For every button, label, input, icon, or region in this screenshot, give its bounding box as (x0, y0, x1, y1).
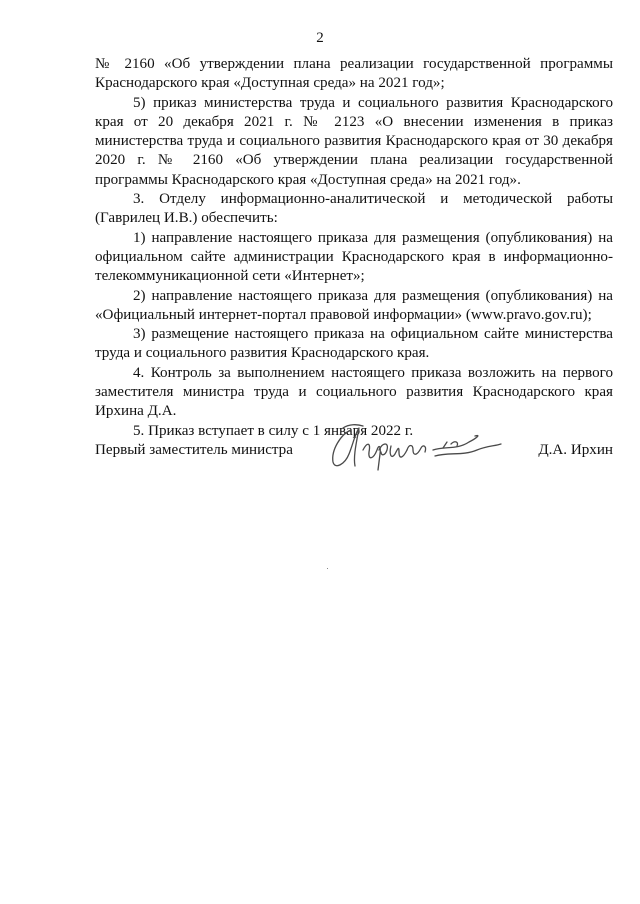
paragraph-subitem-3: 3) размещение настоящего приказа на официальном сайте министерства труда и социального развития Краснодарского края. (95, 326, 613, 362)
signature-block (95, 420, 613, 480)
paragraph-continuation: № 2160 «Об утверждении плана реализации государственной программы Краснодарского края «Доступная среда» на 2021 год»; (95, 56, 613, 92)
paragraph-clause-4: 4. Контроль за выполнением настоящего приказа возложить на первого заместителя министра труда и социального развития Краснодарского края Ирхина Д.А. (95, 364, 613, 420)
paragraph-clause-3: 3. Отделу информационно-аналитической и методической работы (Гаврилец И.В.) обеспечить: (95, 191, 613, 227)
document-body (95, 55, 613, 441)
paragraph-clause-5: 5. Приказ вступает в силу с 1 января 2022 г. (133, 422, 414, 439)
paragraph-subitem-1: 1) направление настоящего приказа для размещения (опубликования) на официальном сайте администрации Краснодарского края в информационно-телекоммуникационной сети «Интернет»; (95, 229, 613, 285)
paragraph-subitem-2: 2) направление настоящего приказа для размещения (опубликования) на «Официальный интернет-портал правовой информации» (www.pravo.gov.ru); (95, 287, 613, 323)
signatory-position: Первый заместитель министра (95, 442, 293, 458)
page-number: 2 (316, 30, 324, 46)
paragraph-item-5: 5) приказ министерства труда и социального развития Краснодарского края от 20 декабря 2021 г. № 2123 «О внесении изменения в приказ министерства труда и социального развития Краснодарского края от 30 декабря 2020 г. № 2160 «Об утверждении плана реализации государственной программы Краснодарского края «Доступная среда» на 2021 год». (95, 94, 613, 188)
scan-speck (327, 568, 328, 569)
signatory-name: Д.А. Ирхин (538, 442, 613, 458)
handwritten-signature (323, 420, 513, 472)
